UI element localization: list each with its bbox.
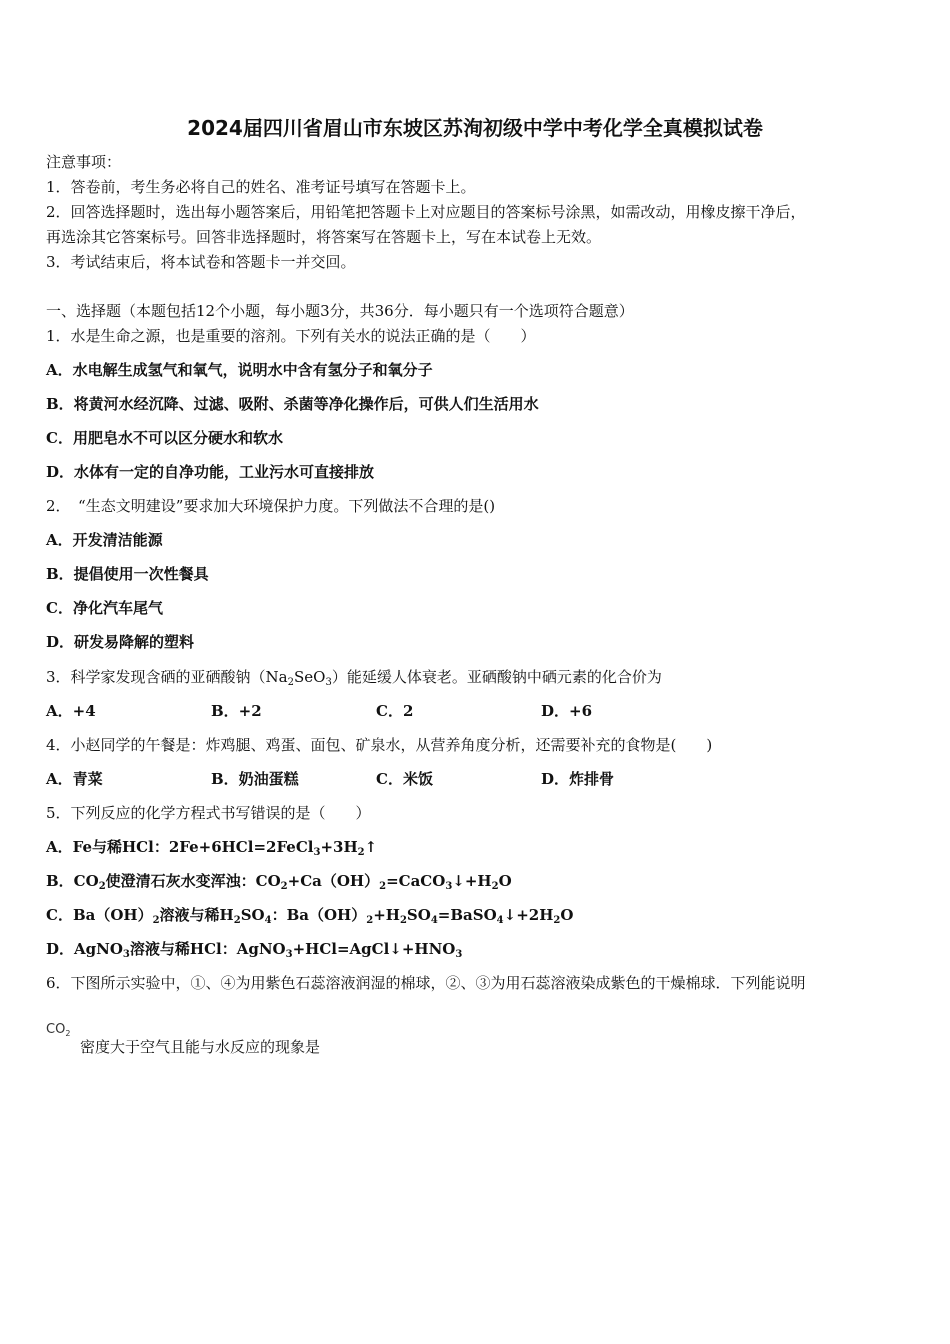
notice-item-1: 1．答卷前，考生务必将自己的姓名、准考证号填写在答题卡上。 bbox=[46, 178, 476, 196]
q3-option-d: D．+6 bbox=[541, 702, 593, 720]
q6-stem: 6．下图所示实验中，①、④为用紫色石蕊溶液润湿的棉球，②、③为用石蕊溶液染成紫色的干燥棉球．下列能说明 bbox=[46, 974, 806, 992]
q4-option-c: C．米饭 bbox=[376, 770, 433, 788]
q4-option-a: A．青菜 bbox=[46, 770, 103, 788]
q4-option-d: D．炸排骨 bbox=[541, 770, 615, 788]
q1-stem: 1．水是生命之源，也是重要的溶剂。下列有关水的说法正确的是（ ） bbox=[46, 327, 536, 345]
q4-option-b: B．奶油蛋糕 bbox=[211, 770, 299, 788]
q5-option-c: C．$Ba(OH)_2$溶液与稀$H_2SO_4$：$Ba(OH)_2+H_2SO_4=BaSO_4↓+2H_2O$ bbox=[46, 906, 574, 926]
q6-stem-cont: 密度大于空气且能与水反应的现象是 bbox=[80, 1038, 321, 1056]
q3-option-b: B．+2 bbox=[211, 702, 262, 720]
q2-option-b: B．提倡使用一次性餐具 bbox=[46, 565, 209, 583]
q1-option-d: D．水体有一定的自净功能，工业污水可直接排放 bbox=[46, 463, 375, 481]
q5-option-b: B．$CO_2$使澄清石灰水变浑浊：$CO_2+Ca(OH)_2=CaCO_3↓+H_2O$ bbox=[46, 872, 512, 892]
section-heading: 一、选择题（本题包括12个小题，每小题3分，共36分．每小题只有一个选项符合题意） bbox=[46, 302, 634, 320]
q6-co2-formula: $CO_2$ bbox=[46, 1022, 71, 1038]
q1-option-c: C．用肥皂水不可以区分硬水和软水 bbox=[46, 429, 283, 447]
q1-option-b: B．将黄河水经沉降、过滤、吸附、杀菌等净化操作后，可供人们生活用水 bbox=[46, 395, 539, 413]
q1-option-a: A．水电解生成氢气和氧气，说明水中含有氢分子和氧分子 bbox=[46, 361, 433, 379]
q2-stem: 2． “生态文明建设”要求加大环境保护力度。下列做法不合理的是() bbox=[46, 497, 496, 515]
notice-item-2: 2．回答选择题时，选出每小题答案后，用铅笔把答题卡上对应题目的答案标号涂黑，如需改动，用橡皮擦干净后， bbox=[46, 203, 806, 221]
q3-option-c: C．2 bbox=[376, 702, 414, 720]
q2-option-a: A．开发清洁能源 bbox=[46, 531, 163, 549]
q5-stem: 5．下列反应的化学方程式书写错误的是（ ） bbox=[46, 804, 371, 822]
notice-heading: 注意事项： bbox=[46, 153, 122, 171]
page-title: 2024届四川省眉山市东坡区苏洵初级中学中考化学全真模拟试卷 bbox=[187, 116, 763, 140]
q2-option-c: C．净化汽车尾气 bbox=[46, 599, 163, 617]
q5-option-a: A．Fe与稀HCl：$2Fe+6HCl=2FeCl_3+3H_2↑$ bbox=[46, 838, 378, 858]
q5-option-d: D．AgNO$_3$溶液与稀HCl：$AgNO_3+HCl=AgCl↓+HNO_3$ bbox=[46, 940, 463, 960]
q2-option-d: D．研发易降解的塑料 bbox=[46, 633, 195, 651]
q3-option-a: A．+4 bbox=[46, 702, 96, 720]
q3-stem: 3．科学家发现含硒的亚硒酸钠$(Na_2SeO_3)$能延缓人体衰老。亚硒酸钠中硒元素的化合价为 bbox=[46, 668, 662, 688]
notice-item-2-cont: 再选涂其它答案标号。回答非选择题时，将答案写在答题卡上，写在本试卷上无效。 bbox=[46, 228, 602, 246]
notice-item-3: 3．考试结束后，将本试卷和答题卡一并交回。 bbox=[46, 253, 356, 271]
q4-stem: 4．小赵同学的午餐是：炸鸡腿、鸡蛋、面包、矿泉水，从营养角度分析，还需要补充的食物是( ) bbox=[46, 736, 713, 754]
